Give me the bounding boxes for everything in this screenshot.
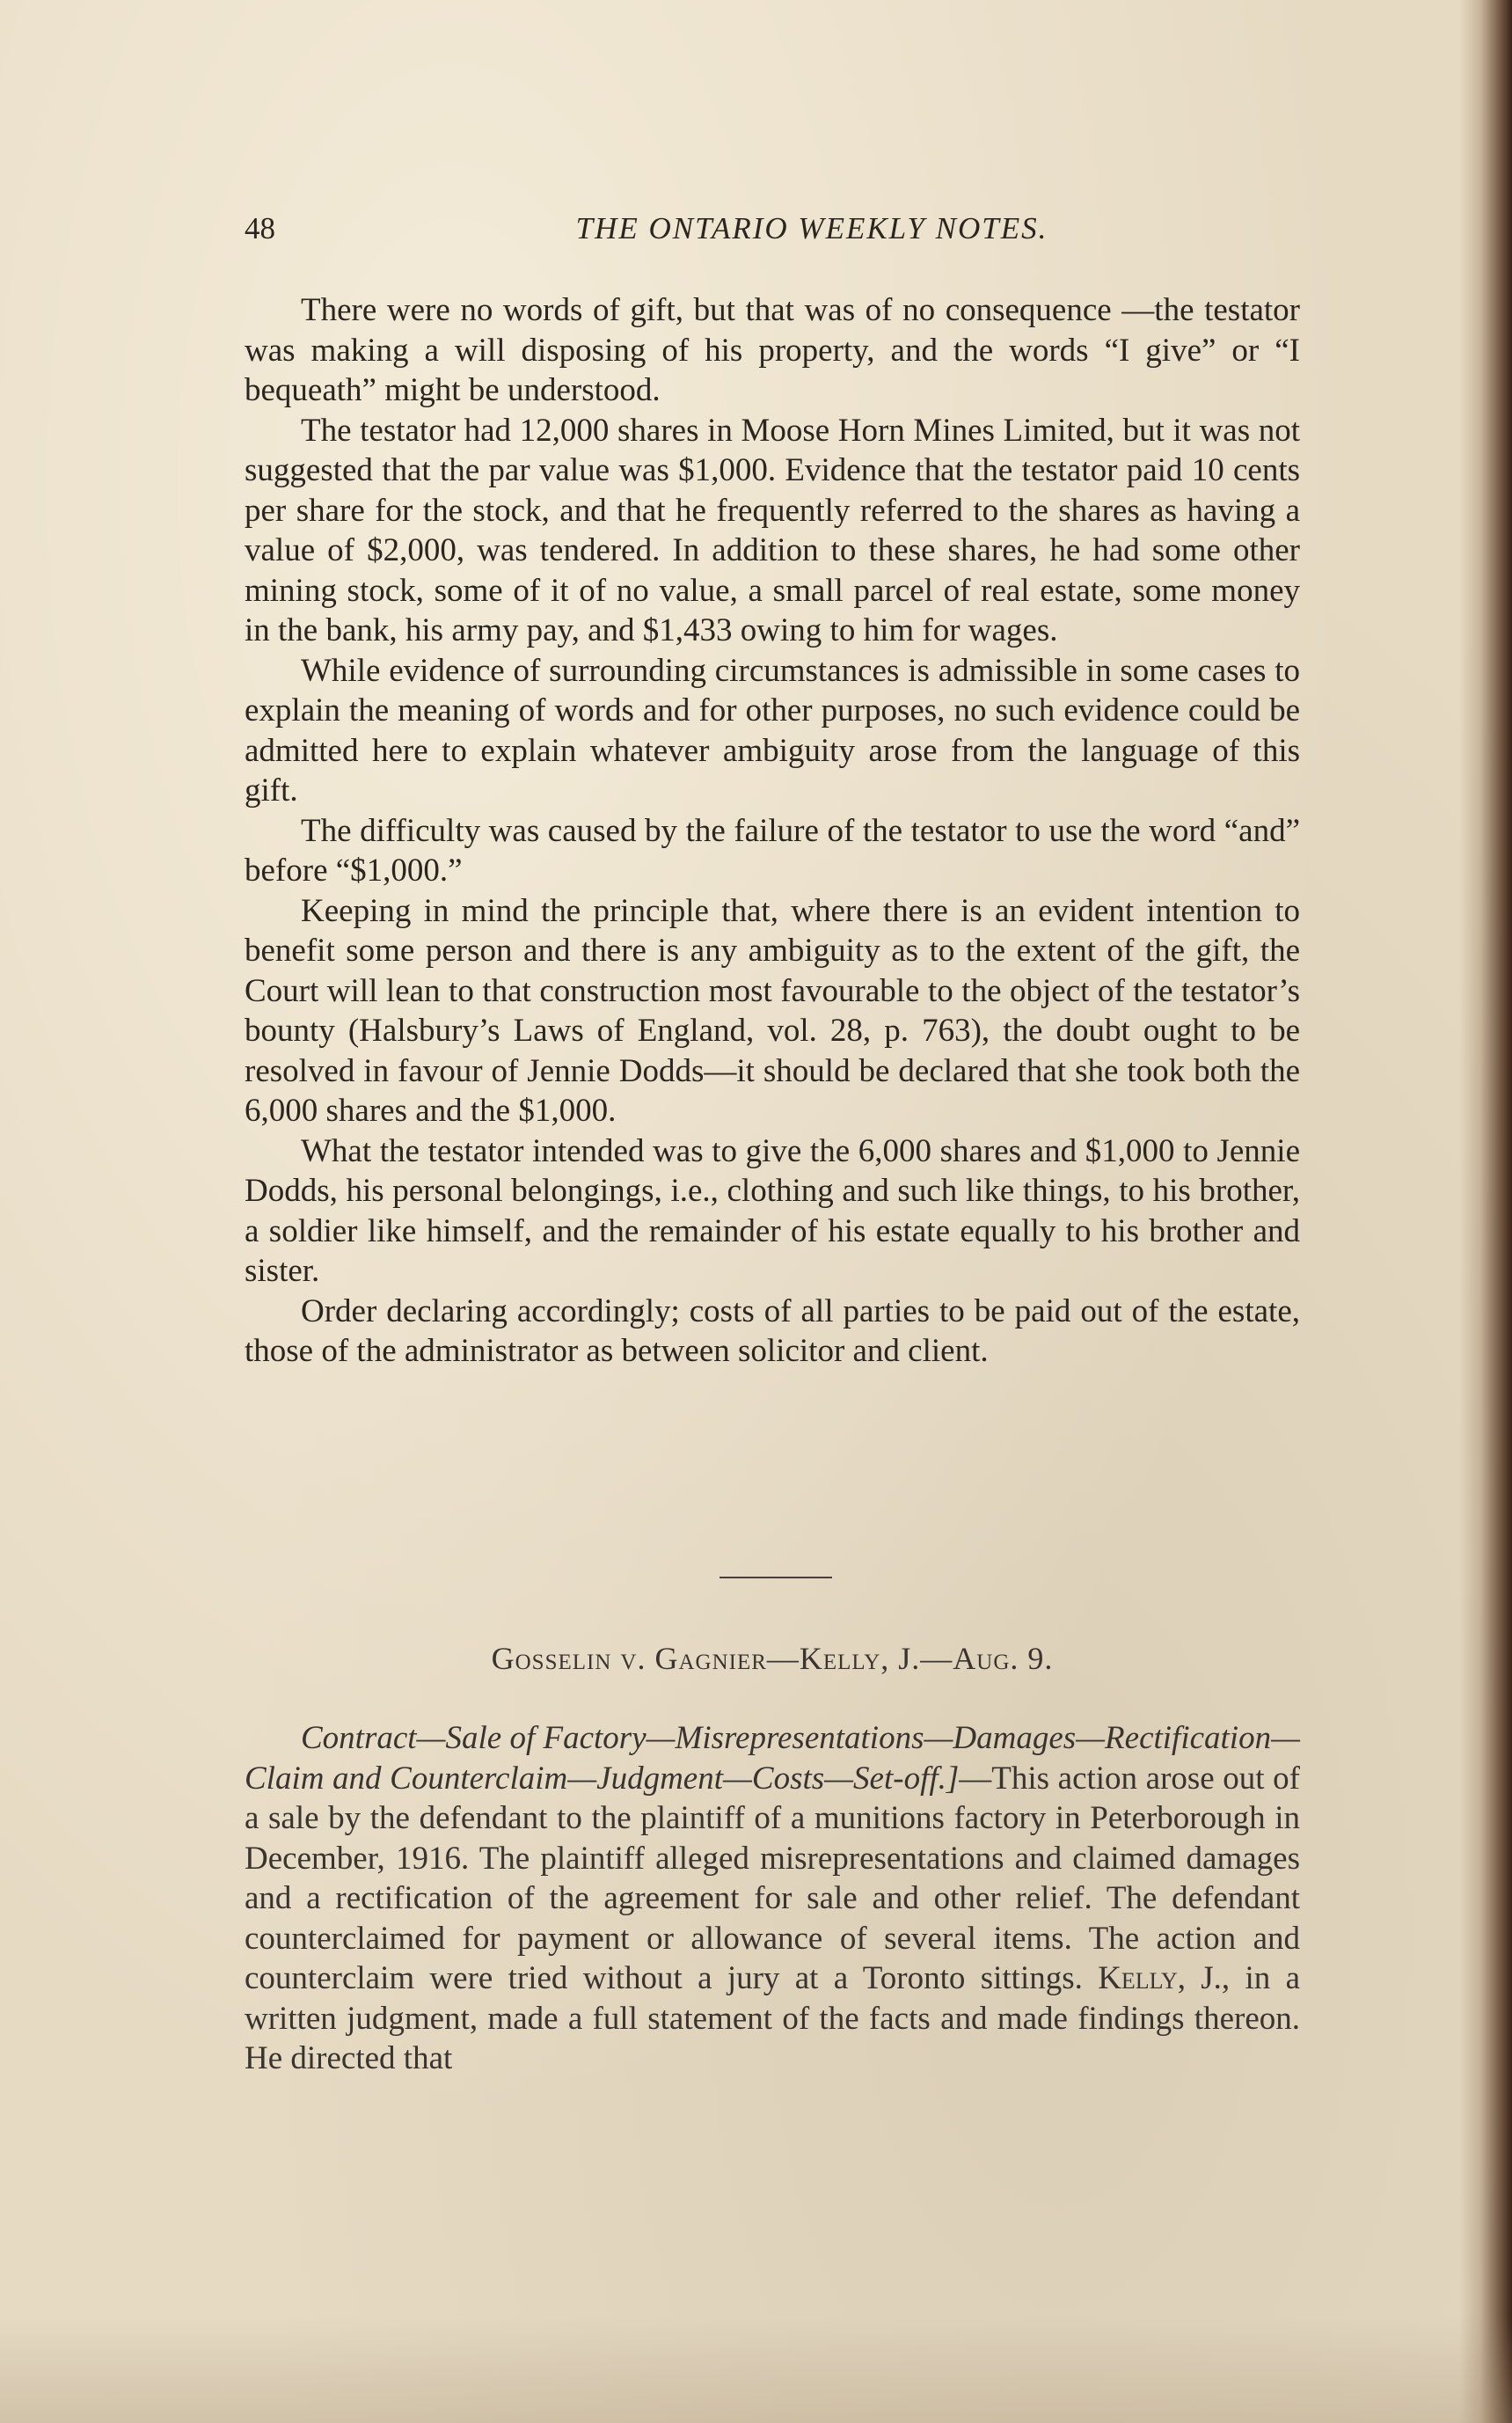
paragraph: What the testator intended was to give the 6,000 shares and $1,000 to Jennie Dodds, his personal belongings, i.e., clothing and such like things, to his brother, a soldier like himself, and the remainder of his estate equally to his brother and sister.: [245, 1132, 1300, 1289]
paragraph: The difficulty was caused by the failure of the testator to use the word “and” before “$1,000.”: [245, 812, 1300, 889]
judge-name: Kelly: [1098, 1960, 1178, 1996]
case-text: —This action arose out of a sale by the defendant to the plaintiff of a munitions factory in Peterborough in December, 1916. The plaintiff alleged misrepresentations and claimed damages and a rectification of the agreement for sale and other relief. The defendant counterclaimed for payment or allowance of several items. The action and counterclaim were tried without a jury at a Toronto sittings.: [245, 1760, 1300, 1996]
page-number: 48: [245, 211, 275, 245]
book-spine-shadow: [1459, 0, 1512, 2423]
paragraph: There were no words of gift, but that was of no consequence —the testator was making a will disposing of his property, and the words “I give” or “I bequeath” might be understood.: [245, 292, 1300, 408]
case-heading: Gosselin v. Gagnier—Kelly, J.—Aug. 9.: [491, 1641, 1054, 1676]
case-body: [245, 1718, 1300, 2079]
paragraph: While evidence of surrounding circumstances is admissible in some cases to explain the meaning of words and for other purposes, no such evidence could be admitted here to explain whatever ambiguity arose from the language of this gift.: [245, 652, 1300, 809]
case-text-continued: , J., in a written judgment, made a full statement of the facts and made findings thereon. He directed that: [245, 1960, 1300, 2076]
running-title: THE ONTARIO WEEKLY NOTES.: [575, 211, 1048, 245]
case-paragraph: [245, 1718, 1300, 2079]
body-text: [245, 290, 1300, 1372]
paragraph: The testator had 12,000 shares in Moose Horn Mines Limited, but it was not suggested that the par value was $1,000. Evidence that the testator paid 10 cents per share for the stock, and that he frequently referred to the shares as having a value of $2,000, was tendered. In addition to these shares, he had some other mining stock, some of it of no value, a small parcel of real estate, some money in the bank, his army pay, and $1,433 owing to him for wages.: [245, 412, 1300, 648]
page-header: [245, 211, 1300, 255]
paragraph: Order declaring accordingly; costs of all parties to be paid out of the estate, those of the administrator as between solicitor and client.: [245, 1292, 1300, 1369]
case-headnote: Contract—Sale of Factory—Misrepresentations—Damages—Rectification—Claim and Counterclaim—Judgment—Costs—Set-off.]: [245, 1720, 1300, 1797]
section-divider: [719, 1577, 832, 1578]
paragraph: Keeping in mind the principle that, where there is an evident intention to benefit some person and there is any ambiguity as to the extent of the gift, the Court will lean to that construction most favourable to the object of the testator’s bounty (Halsbury’s Laws of England, vol. 28, p. 763), the doubt ought to be resolved in favour of Jennie Dodds—it should be declared that she took both the 6,000 shares and the $1,000.: [245, 892, 1300, 1129]
page-bottom-shadow: [0, 2317, 1512, 2423]
